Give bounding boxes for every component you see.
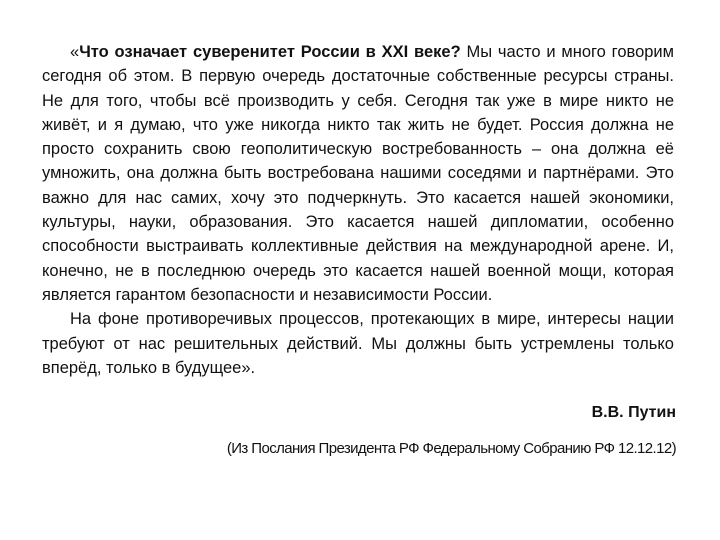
quote-paragraph-1 <box>42 40 674 307</box>
quote-paragraph-1-text: Мы часто и много говорим сегодня об этом. В первую очередь достаточные собственные ресурсы страны. Не для того, чтобы всё производить у себя. Сегодня так уже в мире никто не живёт, и я думаю, что уже никогда никто так жить не будет. Россия должна не просто сохранить свою геополитическую востребованность – она должна её умножить, она должна быть востребована нашими соседями и партнёрами. Это важно для нас самих, хочу это подчеркнуть. Это касается нашей экономики, культуры, науки, образования. Это касается нашей дипломатии, особенно способности выстраивать коллективные действия на международной арене. И, конечно, не в последнюю очередь это касается нашей военной мощи, которая является гарантом безопасности и независимости России. <box>42 43 674 304</box>
quote-source: (Из Послания Президента РФ Федеральному Собранию РФ 12.12.12) <box>226 440 676 457</box>
quote-lead-question: Что означает суверенитет России в XXI веке? <box>79 43 461 61</box>
quote-paragraph-2: На фоне противоречивых процессов, протекающих в мире, интересы нации требуют от нас решительных действий. Мы должны быть устремлены только вперёд, только в будущее». <box>42 310 674 377</box>
quote-open-mark: « <box>70 43 80 61</box>
quote-author: В.В. Путин <box>591 404 676 421</box>
quote-block <box>42 40 674 380</box>
